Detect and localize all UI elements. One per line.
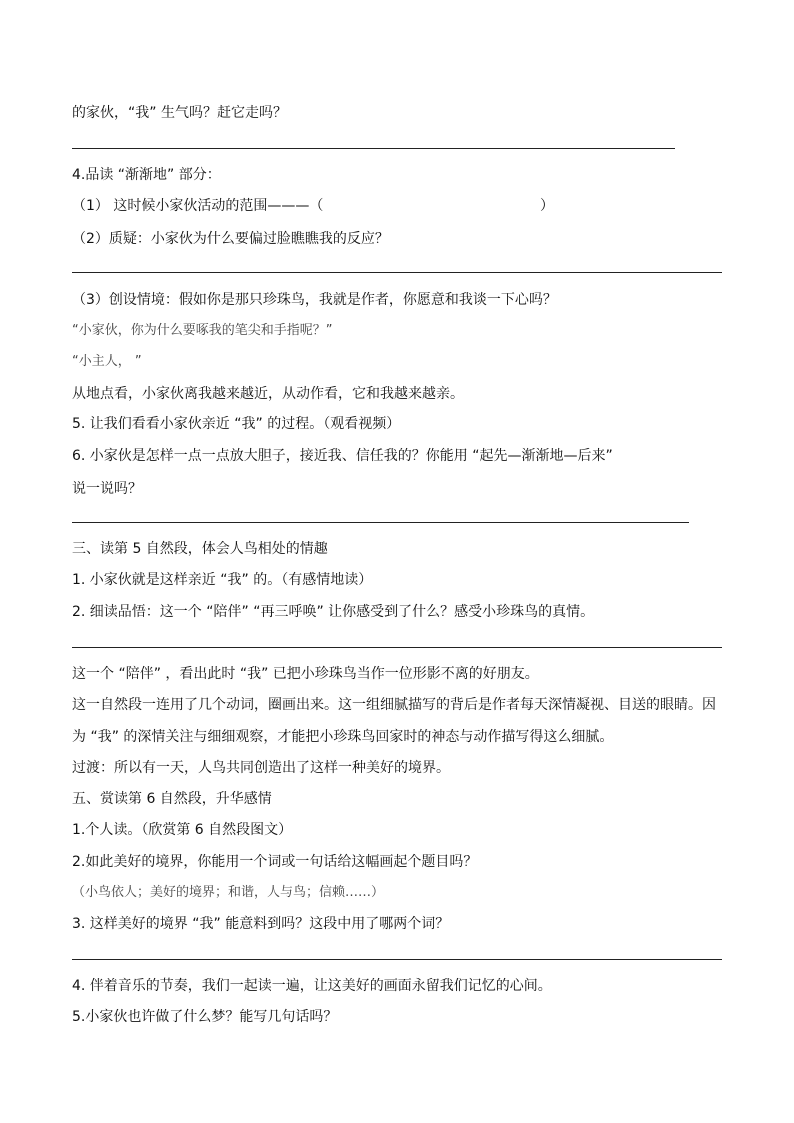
- text-line: 这一自然段一连用了几个动词，圈画出来。这一组细腻描写的背后是作者每天深情凝视、目送的眼睛。因: [72, 697, 716, 713]
- text-line: 6. 小家伙是怎样一点一点放大胆子，接近我、信任我的？你能用 “起先—渐渐地—后来”: [72, 448, 613, 464]
- answer-line: [72, 647, 722, 648]
- section-heading: 三、读第 5 自然段，体会人鸟相处的情趣: [72, 541, 328, 557]
- text-line: 1.个人读。（欣赏第 6 自然段图文）: [72, 822, 293, 838]
- answer-line: [72, 148, 675, 149]
- text-line: （2）质疑：小家伙为什么要偏过脸瞧瞧我的反应？: [72, 231, 389, 247]
- text-line: 为 “我” 的深情关注与细细观察，才能把小珍珠鸟回家时的神态与动作描写得这么细腻。: [72, 729, 614, 745]
- text-line: 4.品读 “渐渐地” 部分：: [72, 167, 221, 183]
- answer-line: [72, 959, 722, 960]
- text-line: 2. 细读品悟：这一个 “陪伴” “再三呼唤” 让你感受到了什么？感受小珍珠鸟的真情。: [72, 604, 595, 620]
- text-line: 3. 这样美好的境界 “我” 能意料到吗？这段中用了哪两个词？: [72, 916, 450, 932]
- section-heading: 五、赏读第 6 自然段，升华感情: [72, 791, 272, 807]
- answer-line: [72, 522, 689, 523]
- text-line: 从地点看，小家伙离我越来越近，从动作看，它和我越来越亲。: [72, 386, 464, 402]
- text-line: 5. 让我们看看小家伙亲近 “我” 的过程。（观看视频）: [72, 416, 401, 432]
- text-line: ）: [540, 198, 554, 214]
- text-line: （小鸟依人；美好的境界；和谐，人与鸟；信赖……）: [72, 885, 385, 900]
- text-line: 5.小家伙也许做了什么梦？能写几句话吗？: [72, 1009, 338, 1025]
- answer-line: [72, 272, 722, 273]
- text-line: “小家伙，你为什么要啄我的笔尖和手指呢？”: [72, 323, 333, 338]
- text-line: 过渡：所以有一天，人鸟共同创造出了这样一种美好的境界。: [72, 760, 450, 776]
- text-line: （1） 这时候小家伙活动的范围———（: [72, 198, 324, 214]
- text-line: 说一说吗？: [72, 481, 142, 497]
- text-line: 的家伙，“我” 生气吗？赶它走吗？: [72, 105, 287, 121]
- text-line: （3）创设情境：假如你是那只珍珠鸟，我就是作者，你愿意和我谈一下心吗？: [72, 292, 557, 308]
- text-line: “小主人， ”: [72, 354, 142, 369]
- text-line: 这一个 “陪伴” ，看出此时 “我” 已把小珍珠鸟当作一位形影不离的好朋友。: [72, 666, 539, 682]
- text-line: 2.如此美好的境界，你能用一个词或一句话给这幅画起个题目吗？: [72, 854, 478, 870]
- text-line: 4. 伴着音乐的节奏，我们一起读一遍，让这美好的画面永留我们记忆的心间。: [72, 978, 552, 994]
- text-line: 1. 小家伙就是这样亲近 “我” 的。（有感情地读）: [72, 572, 373, 588]
